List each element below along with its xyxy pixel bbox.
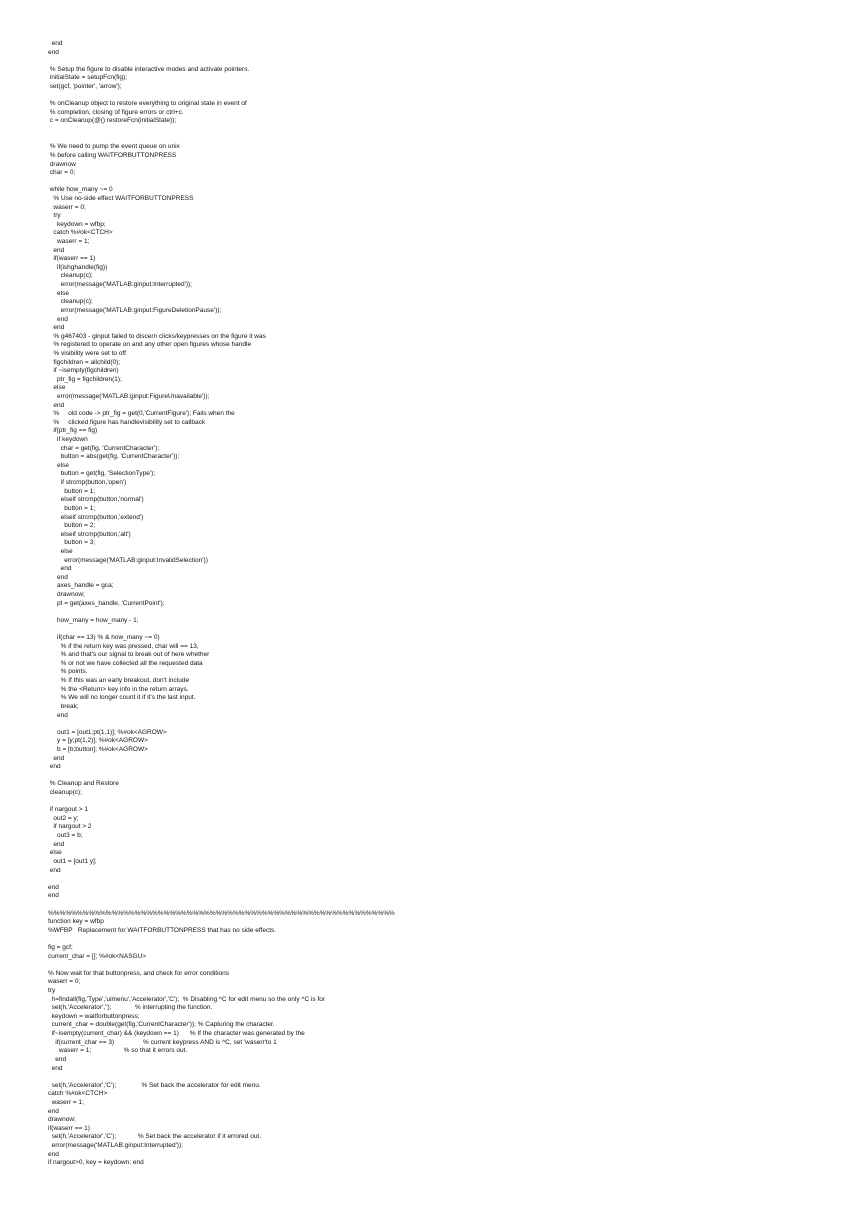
code-line: % old code -> ptr_fig = get(0,'CurrentFigure'); Fails when the [48,410,235,418]
code-line [48,798,848,807]
code-line: keydown = waitforbuttonpress; [48,1012,140,1020]
code-line: button = 3; [48,539,96,547]
code-line: char = get(fig, 'CurrentCharacter'); [48,444,160,452]
code-line [48,875,848,884]
code-line: if ~isempty(figchildren) [48,367,119,375]
code-line: cleanup(c); [48,789,82,797]
code-line: %WFBP Replacement for WAITFORBUTTONPRESS that has no side effects. [48,926,277,934]
code-line: drawnow; [48,591,85,598]
code-line: % clicked figure has handlevisibility set to callback [48,418,206,426]
code-line: button = get(fig, 'SelectionType'); [48,470,156,478]
code-line: drawnow; [48,1116,76,1124]
code-line: if(ptr_fig == fig) [48,427,98,435]
code-line: else [48,289,69,297]
code-line: else [48,384,66,392]
code-line: drawnow [48,160,76,168]
code-line: if(waserr == 1) [48,1124,90,1132]
code-line: ptr_fig = figchildren(1); [48,375,122,383]
code-line: if(waserr == 1) [48,255,96,263]
code-line: catch %#ok<CTCH> [48,1090,108,1098]
code-line: % We need to pump the event queue on unix [48,143,180,151]
code-line: end [48,573,68,581]
code-line: if keydown [48,436,88,444]
code-line: end [48,1064,63,1072]
code-line: h=findall(fig,'Type','uimenu','Accelerator','C'); % Disabling ^C for edit menu so the only ^C is for [48,995,326,1003]
code-line: keydown = wfbp; [48,220,106,228]
code-line [48,57,848,66]
code-line: end [48,1150,59,1158]
code-line: end [48,401,65,409]
code-line: % onCleanup object to restore everything to original state in event of [48,100,247,108]
code-line: how_many = how_many - 1; [48,616,139,624]
code-line: pt = get(axes_handle, 'CurrentPoint'); [48,599,165,607]
code-line [48,1073,848,1082]
code-line: button = 1; [48,487,96,495]
code-line: waserr = 1; % so that it errors out. [48,1047,188,1055]
code-line: button = 1; [48,504,96,512]
code-line: % Setup the figure to disable interactive modes and activate pointers. [48,65,250,73]
code-line: end [48,40,63,47]
code-line: waserr = 1; [48,1098,84,1106]
code-line: if(ishghandle(fig)) [48,263,108,271]
code-line: % if the return key was pressed, char will == 13, [48,642,199,650]
code-line: % points. [48,668,88,676]
code-line: end [48,324,65,332]
code-line: y = [y;pt(1,2)]; %#ok<AGROW> [48,737,148,745]
code-line: while how_many ~= 0 [48,186,113,194]
code-line: end [48,763,61,771]
code-line [48,935,848,944]
code-line: out1 = [out1;pt(1,1)]; %#ok<AGROW> [48,728,167,736]
code-line: waserr = 1; [48,238,90,246]
code-line [48,720,848,729]
code-line: % completion, closing of figure errors or ctrl+c. [48,108,184,116]
code-line: set(gcf, 'pointer', 'arrow'); [48,83,122,91]
code-line: catch %#ok<CTCH> [48,229,113,237]
code-line: end [48,315,68,323]
code-line: % Cleanup and Restore [48,780,119,788]
code-line: error(message('MATLAB:ginput:Interrupted')); [48,281,192,289]
code-line: waserr = 0; [48,203,86,211]
code-line: % Now wait for that buttonpress, and check for error conditions [48,969,230,977]
code-line [48,961,848,970]
code-line [48,772,848,781]
code-line: % g467403 - ginput failed to discern clicks/keypresses on the figure it was [48,332,266,340]
code-line: button = abs(get(fig, 'CurrentCharacter')); [48,453,180,461]
code-line: out3 = b; [48,832,83,840]
code-listing [48,40,848,1168]
code-line: fig = gcf; [48,943,73,951]
code-line: else [48,547,73,555]
code-line: end [48,1055,67,1063]
code-line: cleanup(c); [48,298,93,306]
code-line: end [48,1107,59,1115]
code-line: try [48,987,56,995]
code-line: end [48,48,59,56]
code-line: elseif strcmp(button,'extend') [48,513,144,521]
code-line: cleanup(c); [48,272,93,280]
code-line: current_char = double(get(fig,'CurrentCharacter')); % Capturing the character. [48,1021,275,1029]
code-line: % visibility were set to off [48,349,126,357]
code-line [48,135,848,144]
code-line [48,178,848,187]
code-line: waserr = 0; [48,978,81,986]
code-line: if(char == 13) % & how_many ~= 0) [48,634,160,642]
code-line: else [48,849,62,857]
code-line: elseif strcmp(button,'normal') [48,496,144,504]
code-line: break; [48,702,79,710]
code-line: b = [b;button]; %#ok<AGROW> [48,745,148,753]
code-line: out1 = [out1 y]; [48,857,97,865]
code-line: end [48,840,65,848]
code-line: try [48,212,61,220]
code-line: end [48,711,68,719]
code-line: end [48,565,72,573]
code-line: current_char = []; %#ok<NASGU> [48,952,147,960]
code-line: button = 2; [48,522,96,530]
code-line: end [48,883,59,891]
code-line: if(current_char == 3) % current keypress AND is ^C, set 'waserr'to 1 [48,1038,277,1046]
code-line: initialState = setupFcn(fig); [48,74,127,82]
code-line: end [48,246,65,254]
code-line: if~isempty(current_char) && (keydown == 1) % If the character was generated by the [48,1030,305,1038]
code-line [48,901,848,910]
code-line: if nargout>0, key = keydown; end [48,1159,144,1167]
code-line [48,625,848,634]
code-line: error(message('MATLAB:ginput:Interrupted')); [48,1142,183,1149]
code-line: %%%%%%%%%%%%%%%%%%%%%%%%%%%%%%%%%%%%%%%%%%%%%%%%%%%%%%%%%%%% [48,909,395,917]
code-line: axes_handle = gca; [48,582,114,590]
code-line: if nargout > 2 [48,823,92,831]
code-line: error(message('MATLAB:ginput:InvalidSelection')) [48,556,208,564]
code-line: % the <Return> key info in the return arrays. [48,685,189,693]
code-line: end [48,754,65,762]
code-line: char = 0; [48,169,76,177]
code-line: function key = wfbp [48,918,104,926]
code-line: end [48,866,61,874]
code-line: out2 = y; [48,814,79,822]
code-line: if nargout > 1 [48,806,88,814]
code-line [48,126,848,135]
code-line: else [48,461,69,469]
code-line: end [48,892,59,900]
code-line [48,608,848,617]
code-line: error(message('MATLAB:ginput:FigureDeletionPause')); [48,306,222,314]
code-line: % Use no-side effect WAITFORBUTTONPRESS [48,194,194,202]
code-line: elseif strcmp(button,'alt') [48,530,131,538]
code-line: if strcmp(button,'open') [48,479,127,487]
code-line: figchildren = allchild(0); [48,358,121,366]
code-line: % before calling WAITFORBUTTONPRESS [48,151,177,159]
code-line: set(h,'Accelerator',''); % interrupting the function. [48,1004,213,1012]
code-line: % We will no longer count it if it's the last input. [48,694,196,702]
code-line: % or not we have collected all the requested data [48,659,203,667]
code-line: % registered to operate on and any other open figures whose handle [48,341,252,349]
code-line: set(h,'Accelerator','C'); % Set back the accelerator if it errored out. [48,1133,262,1141]
code-line: % If this was an early breakout, don't include [48,677,190,685]
code-line: c = onCleanup(@() restoreFcn(initialState)); [48,117,177,125]
code-line [48,92,848,101]
code-line: error(message('MATLAB:ginput:FigureUnavailable')); [48,392,210,400]
code-line: % and that's our signal to break out of here whether [48,651,210,659]
code-line: set(h,'Accelerator','C'); % Set back the accelerator for edit menu. [48,1081,261,1089]
